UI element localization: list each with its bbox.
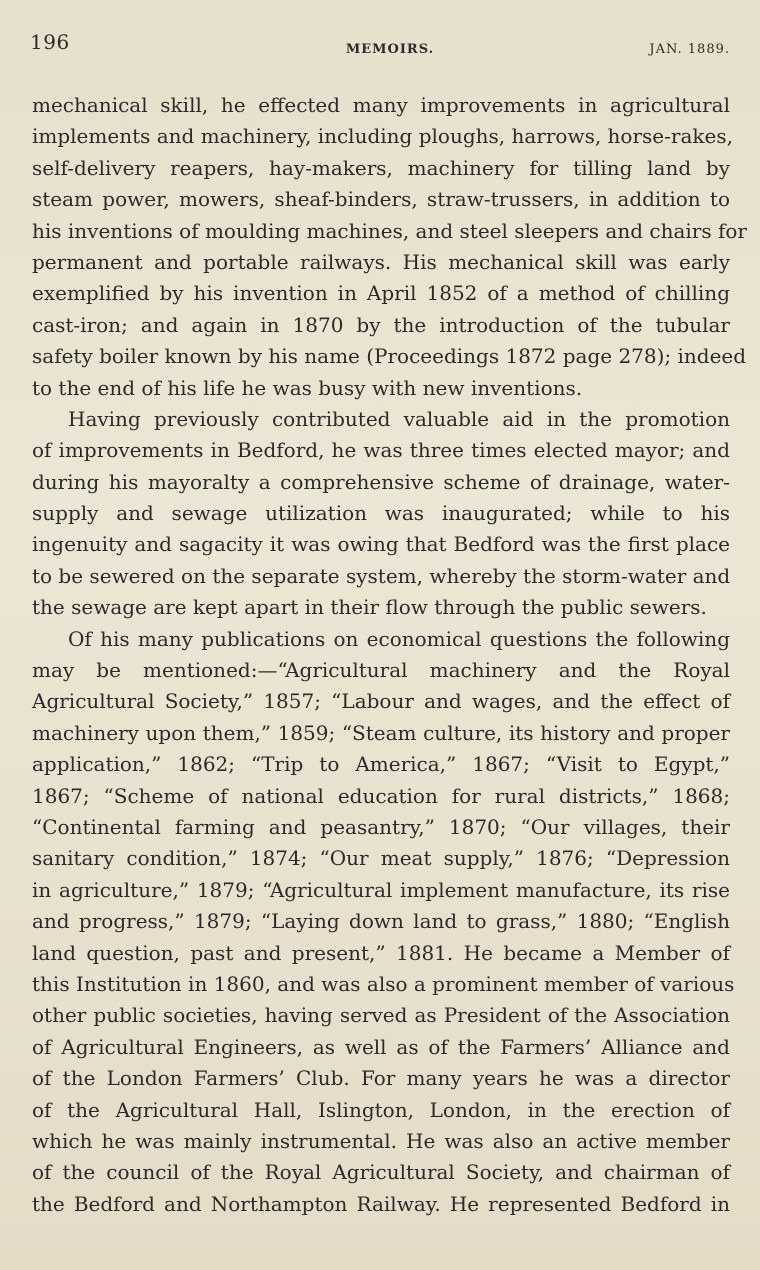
text-line: mechanical skill, he effected many improvements in agricultural bbox=[32, 93, 730, 117]
text-line: Of his many publications on economical questions the following bbox=[68, 626, 730, 651]
text-line: permanent and portable railways. His mechanical skill was early bbox=[32, 249, 730, 274]
text-line: application,” 1862; “Trip to America,” 1867; “Visit to Egypt,” bbox=[32, 752, 730, 777]
page-header bbox=[30, 30, 730, 70]
text-line: during his mayoralty a comprehensive scheme of drainage, water- bbox=[32, 469, 730, 494]
text-line: cast-iron; and again in 1870 by the introduction of the tubular bbox=[32, 312, 730, 337]
running-date: JAN. 1889. bbox=[649, 42, 730, 57]
paragraph-3 bbox=[32, 624, 735, 1220]
text-line: which he was mainly instrumental. He was also an active member bbox=[32, 1128, 730, 1153]
text-line: of the Agricultural Hall, Islington, London, in the erection of bbox=[32, 1097, 730, 1122]
text-line: Having previously contributed valuable aid in the promotion bbox=[68, 406, 730, 431]
text-line: the sewage are kept apart in their flow through the public sewers. bbox=[32, 595, 707, 620]
text-line: exemplified by his invention in April 1852 of a method of chilling bbox=[32, 281, 730, 306]
text-line: to the end of his life he was busy with new inventions. bbox=[32, 375, 583, 400]
text-line: steam power, mowers, sheaf-binders, straw-trussers, in addition to bbox=[32, 187, 730, 212]
text-line: Agricultural Society,” 1857; “Labour and wages, and the effect of bbox=[32, 689, 730, 714]
text-line: 1867; “Scheme of national education for rural districts,” 1868; bbox=[32, 783, 730, 808]
text-line: his inventions of moulding machines, and steel sleepers and chairs for bbox=[32, 218, 747, 243]
text-line: of the London Farmers’ Club. For many years he was a director bbox=[32, 1066, 730, 1091]
paragraph-2 bbox=[32, 404, 730, 624]
text-line: implements and machinery, including ploughs, harrows, horse-rakes, bbox=[32, 124, 733, 149]
body-text bbox=[32, 90, 747, 1220]
page-number: 196 bbox=[30, 30, 70, 54]
text-line: this Institution in 1860, and was also a prominent member of various bbox=[32, 971, 735, 996]
text-line: safety boiler known by his name (Proceedings 1872 page 278); indeed bbox=[32, 344, 747, 369]
text-line: may be mentioned:—“Agricultural machinery and the Royal bbox=[32, 658, 730, 683]
text-line: supply and sewage utilization was inaugurated; while to his bbox=[32, 501, 730, 526]
text-line: of improvements in Bedford, he was three times elected mayor; and bbox=[32, 438, 730, 463]
text-line: of the council of the Royal Agricultural Society, and chairman of bbox=[32, 1160, 730, 1185]
text-line: in agriculture,” 1879; “Agricultural implement manufacture, its rise bbox=[32, 877, 730, 902]
text-line: of Agricultural Engineers, as well as of the Farmers’ Alliance and bbox=[32, 1034, 730, 1059]
text-line: other public societies, having served as President of the Association bbox=[32, 1003, 730, 1028]
text-line: self-delivery reapers, hay-makers, machinery for tilling land by bbox=[32, 155, 730, 180]
text-line: ingenuity and sagacity it was owing that Bedford was the first place bbox=[32, 532, 730, 557]
running-title: MEMOIRS. bbox=[345, 42, 435, 57]
text-line: machinery upon them,” 1859; “Steam culture, its history and proper bbox=[32, 720, 730, 745]
text-line: to be sewered on the separate system, whereby the storm-water and bbox=[32, 563, 731, 588]
text-line: “Continental farming and peasantry,” 1870; “Our villages, their bbox=[32, 814, 730, 839]
text-line: sanitary condition,” 1874; “Our meat supply,” 1876; “Depression bbox=[32, 846, 730, 871]
paragraph-1 bbox=[32, 90, 747, 404]
text-line: and progress,” 1879; “Laying down land to grass,” 1880; “English bbox=[32, 909, 730, 934]
text-line: land question, past and present,” 1881. He became a Member of bbox=[32, 940, 730, 965]
text-line: the Bedford and Northampton Railway. He represented Bedford in bbox=[32, 1191, 730, 1216]
